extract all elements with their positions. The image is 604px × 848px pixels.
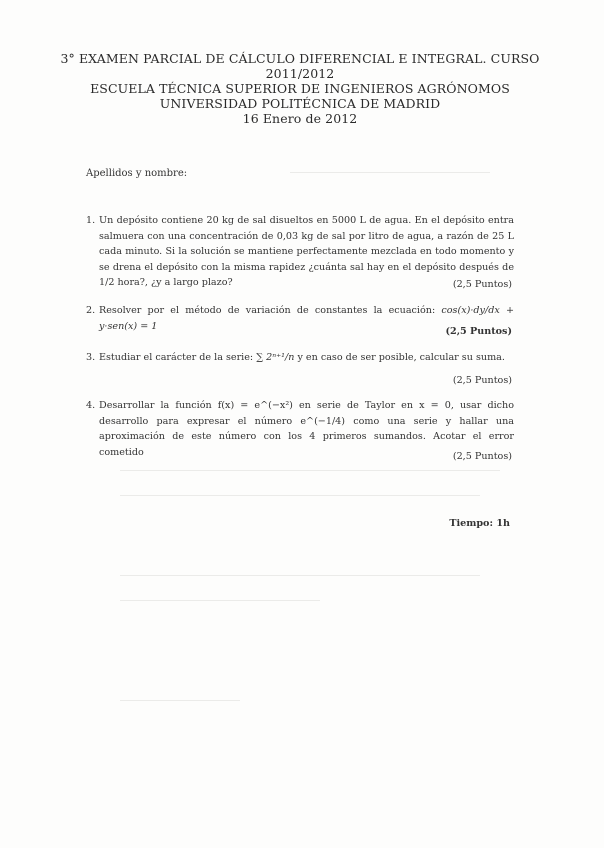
question-2-points: (2,5 Puntos) — [445, 326, 512, 337]
header-line-school: ESCUELA TÉCNICA SUPERIOR DE INGENIEROS AGRÓNOMOS — [90, 81, 510, 96]
question-number: 2. — [86, 305, 96, 316]
question-series: ∑ 2ⁿ⁺¹/n — [256, 352, 295, 363]
question-text: Un depósito contiene 20 kg de sal disueltos en 5000 L de agua. En el depósito entra salmuera con una concentración de 0,03 kg de sal por litro de agua, a razón de 25 L cada minuto. Si la solución se mantiene perfectamente mezclada en todo momento y se drena el depósito con la misma rapidez ¿cuánta sal hay en el depósito después de 1/2 hora?, ¿y a largo plazo? — [99, 215, 514, 288]
question-number: 4. — [86, 400, 96, 411]
question-1-points: (2,5 Puntos) — [452, 279, 512, 290]
question-text: Desarrollar la función f(x) = e^(−x²) en serie de Taylor en x = 0, usar dicho desarrollo para expresar el número e^(−1/4) como una serie y hallar una aproximación de este número con los 4 primeros sumandos. Acotar el error cometido — [99, 400, 514, 458]
bleed-line — [120, 495, 480, 496]
question-text-lead: Estudiar el carácter de la serie: — [99, 352, 257, 363]
question-4 — [86, 398, 514, 460]
question-equation: cos(x)·dy/dx + y·sen(x) = 1 — [99, 305, 515, 332]
exam-time: Tiempo: 1h — [449, 518, 510, 529]
name-label: Apellidos y nombre: — [86, 168, 188, 179]
question-4-points: (2,5 Puntos) — [452, 451, 512, 462]
question-1 — [86, 213, 514, 291]
header-line-title: 3° EXAMEN PARCIAL DE CÁLCULO DIFERENCIAL E INTEGRAL. CURSO — [60, 51, 540, 66]
bleed-line — [120, 470, 500, 471]
question-text-lead: Resolver por el método de variación de constantes la ecuación: — [99, 305, 442, 316]
exam-header — [60, 51, 540, 126]
bleed-line — [120, 600, 320, 601]
header-line-university: UNIVERSIDAD POLITÉCNICA DE MADRID — [159, 96, 441, 111]
question-number: 1. — [86, 215, 96, 226]
question-3 — [86, 350, 514, 366]
bleed-line — [120, 575, 480, 576]
bleed-line — [290, 172, 490, 173]
header-line-date: 16 Enero de 2012 — [242, 111, 358, 126]
question-text — [99, 350, 514, 366]
question-text-tail: y en caso de ser posible, calcular su suma. — [294, 352, 505, 363]
bleed-line — [120, 700, 240, 701]
question-3-points: (2,5 Puntos) — [452, 375, 512, 386]
header-line-year: 2011/2012 — [265, 66, 335, 81]
question-number: 3. — [86, 352, 96, 363]
